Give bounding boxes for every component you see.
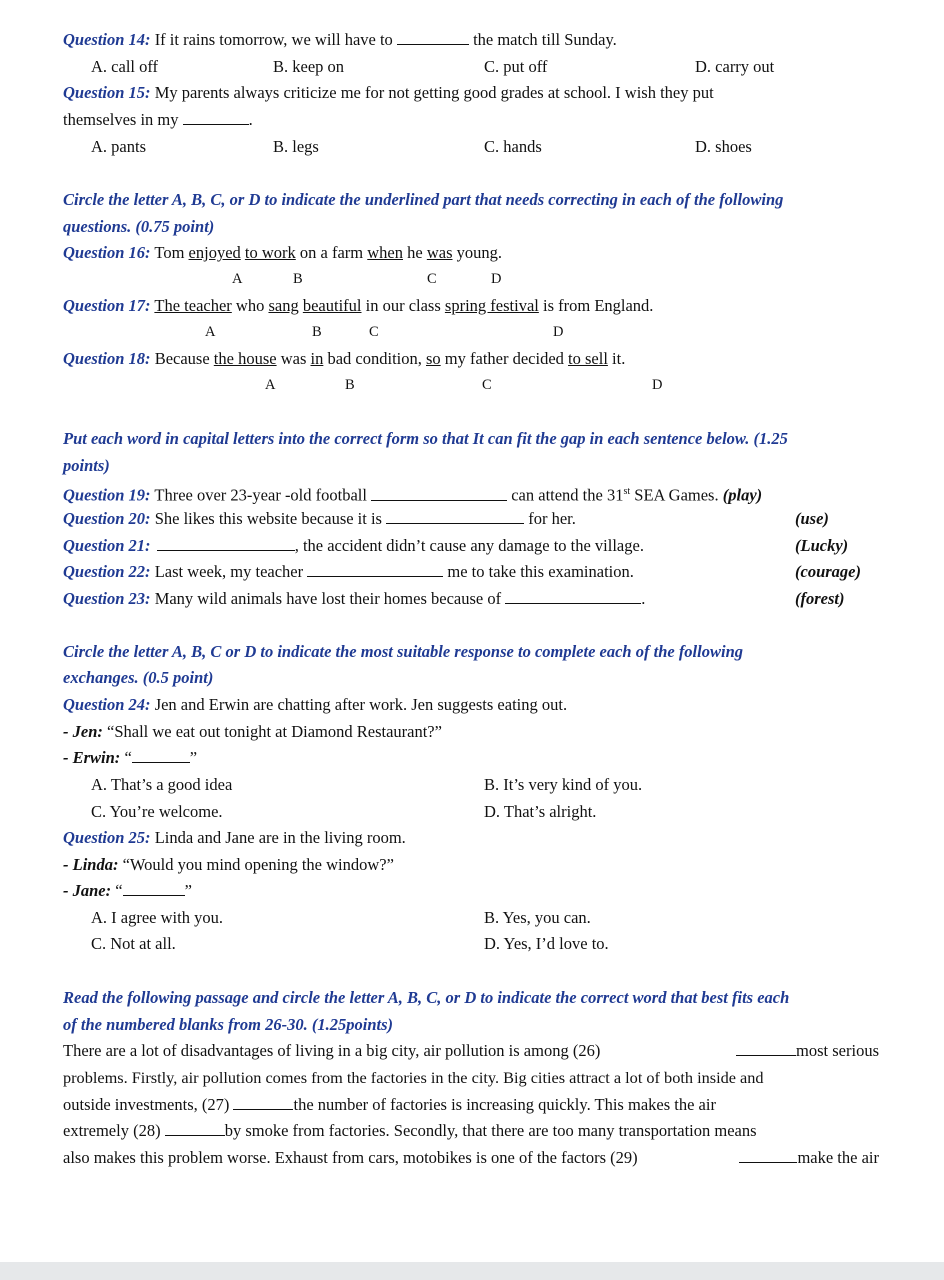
- question-20: [63, 509, 576, 529]
- question-stem: can attend the 31: [511, 485, 624, 505]
- question-label: Question 22:: [63, 562, 151, 581]
- question-stem: for her.: [528, 509, 576, 528]
- option-c[interactable]: C. You’re welcome.: [91, 802, 223, 821]
- question-stem: If it rains tomorrow, we will have to: [154, 30, 393, 49]
- underlined-part-b[interactable]: in: [310, 349, 324, 368]
- passage-line: [63, 1095, 879, 1115]
- dialogue-line: [63, 748, 197, 768]
- question-label: Question 20:: [63, 509, 151, 528]
- sentence-text: my father decided: [444, 349, 564, 368]
- speaker-label: - Erwin:: [63, 748, 121, 767]
- label-a: A: [232, 271, 243, 287]
- question-stem: My parents always criticize me for not getting good grades at school. I wish they put: [154, 83, 714, 102]
- passage-line: [63, 1121, 879, 1141]
- word-hint: (Lucky): [795, 536, 849, 555]
- passage-text: most serious: [796, 1041, 879, 1060]
- dialogue-line: [63, 722, 442, 742]
- option-d[interactable]: D. shoes: [695, 137, 752, 156]
- passage-line: [63, 1041, 879, 1061]
- question-stem: the match till Sunday.: [473, 30, 617, 49]
- answer-blank[interactable]: [123, 881, 185, 896]
- label-b: B: [312, 324, 322, 340]
- underlined-part-d[interactable]: spring festival: [444, 296, 539, 315]
- label-d: D: [553, 324, 564, 340]
- underlined-part-a[interactable]: the house: [213, 349, 277, 368]
- answer-blank-26[interactable]: [736, 1041, 796, 1056]
- question-stem: themselves in my: [63, 110, 179, 129]
- question-label: Question 14:: [63, 30, 151, 49]
- underlined-part-d[interactable]: was: [426, 243, 453, 262]
- word-hint: (play): [722, 485, 763, 505]
- question-24: [63, 695, 567, 715]
- section-instruction: points): [63, 456, 110, 475]
- underlined-part-b[interactable]: to work: [244, 243, 296, 262]
- underlined-part-d[interactable]: to sell: [568, 349, 608, 368]
- sentence-text: Because: [154, 349, 210, 368]
- section-instruction: Circle the letter A, B, C or D to indicate the most suitable response to complete each of the following: [63, 642, 743, 661]
- answer-blank[interactable]: [505, 589, 641, 604]
- label-a: A: [205, 324, 216, 340]
- sentence-text: young.: [456, 243, 502, 262]
- question-19: [63, 482, 762, 506]
- question-stem: Jen and Erwin are chatting after work. Jen suggests eating out.: [154, 695, 568, 714]
- passage-text: extremely (28): [63, 1121, 161, 1140]
- word-hint: (forest): [795, 589, 845, 608]
- answer-blank[interactable]: [371, 486, 507, 501]
- option-d[interactable]: D. carry out: [695, 57, 775, 76]
- answer-blank[interactable]: [183, 110, 249, 125]
- option-b[interactable]: B. Yes, you can.: [484, 908, 591, 927]
- section-instruction: Circle the letter A, B, C, or D to indicate the underlined part that needs correcting in each of the following: [63, 190, 784, 209]
- quote-mark: ”: [189, 748, 198, 767]
- question-label: Question 19:: [63, 485, 151, 505]
- question-14: [63, 30, 617, 50]
- word-hint: (use): [795, 509, 829, 528]
- sentence-text: it.: [612, 349, 626, 368]
- question-stem: She likes this website because it is: [154, 509, 382, 528]
- option-a[interactable]: A. That’s a good idea: [91, 775, 233, 794]
- answer-blank[interactable]: [386, 509, 524, 524]
- question-label: Question 18:: [63, 349, 151, 368]
- option-d[interactable]: D. Yes, I’d love to.: [484, 934, 609, 953]
- passage-line: problems. Firstly, air pollution comes from the factories in the city. Big cities attract a lot of both inside and: [63, 1068, 764, 1087]
- ordinal-suffix: st: [623, 486, 631, 497]
- passage-text: the number of factories is increasing quickly. This makes the air: [293, 1095, 716, 1114]
- underlined-part-b[interactable]: sang: [268, 296, 299, 315]
- question-21: [63, 536, 644, 556]
- option-b[interactable]: B. keep on: [273, 57, 345, 76]
- option-c[interactable]: C. put off: [484, 57, 548, 76]
- underlined-part-c[interactable]: when: [367, 243, 403, 262]
- quote-mark: “: [124, 748, 132, 767]
- question-label: Question 21:: [63, 536, 151, 555]
- section-instruction: of the numbered blanks from 26-30. (1.25points): [63, 1015, 394, 1034]
- question-stem: SEA Games.: [634, 485, 719, 505]
- speaker-label: - Linda:: [63, 855, 119, 874]
- speaker-label: - Jen:: [63, 722, 103, 741]
- answer-blank[interactable]: [132, 748, 190, 763]
- sentence-text: was: [280, 349, 307, 368]
- sentence-text: in our class: [365, 296, 441, 315]
- dialogue-text: “Shall we eat out tonight at Diamond Restaurant?”: [107, 722, 442, 741]
- option-c[interactable]: C. Not at all.: [91, 934, 176, 953]
- question-15: [63, 83, 714, 103]
- label-c: C: [427, 271, 437, 287]
- question-22: [63, 562, 634, 582]
- option-a[interactable]: A. pants: [91, 137, 146, 156]
- label-d: D: [652, 377, 663, 393]
- question-stem: Three over 23-year -old football: [154, 485, 367, 505]
- passage-line: [63, 1148, 879, 1168]
- label-a: A: [265, 377, 276, 393]
- passage-text: make the air: [797, 1148, 879, 1167]
- question-label: Question 24:: [63, 695, 151, 714]
- question-17: [63, 296, 653, 316]
- label-c: C: [482, 377, 492, 393]
- option-a[interactable]: A. I agree with you.: [91, 908, 223, 927]
- speaker-label: - Jane:: [63, 881, 112, 900]
- passage-text: outside investments, (27): [63, 1095, 230, 1114]
- answer-blank-28[interactable]: [165, 1121, 225, 1136]
- question-18: [63, 349, 625, 369]
- answer-blank-27[interactable]: [233, 1095, 293, 1110]
- question-stem: .: [641, 589, 646, 608]
- dialogue-text: “Would you mind opening the window?”: [122, 855, 394, 874]
- option-c[interactable]: C. hands: [484, 137, 542, 156]
- answer-blank-29[interactable]: [739, 1148, 797, 1163]
- question-stem: Last week, my teacher: [154, 562, 304, 581]
- sentence-text: he: [407, 243, 423, 262]
- question-stem: me to take this examination.: [447, 562, 634, 581]
- question-label: Question 16:: [63, 243, 151, 262]
- quote-mark: “: [115, 881, 123, 900]
- section-instruction: Put each word in capital letters into the correct form so that It can fit the gap in each sentence below. (1.25: [63, 429, 788, 448]
- label-c: C: [369, 324, 379, 340]
- passage-text: by smoke from factories. Secondly, that there are too many transportation means: [224, 1121, 757, 1140]
- question-label: Question 15:: [63, 83, 151, 102]
- answer-blank[interactable]: [157, 536, 295, 551]
- question-stem: , the accident didn’t cause any damage to the village.: [294, 536, 644, 555]
- page-bottom-edge: [0, 1262, 944, 1280]
- label-d: D: [491, 271, 502, 287]
- question-stem: Many wild animals have lost their homes because of: [154, 589, 502, 608]
- question-label: Question 25:: [63, 828, 151, 847]
- question-25: [63, 828, 406, 848]
- answer-blank[interactable]: [307, 562, 443, 577]
- section-instruction: questions. (0.75 point): [63, 217, 215, 236]
- sentence-text: bad condition,: [327, 349, 422, 368]
- question-16: [63, 243, 502, 263]
- sentence-text: is from England.: [542, 296, 654, 315]
- passage-text: also makes this problem worse. Exhaust from cars, motobikes is one of the factors (29): [63, 1148, 638, 1167]
- option-b[interactable]: B. It’s very kind of you.: [484, 775, 643, 794]
- underlined-part-c[interactable]: beautiful: [302, 296, 362, 315]
- quote-mark: ”: [184, 881, 192, 900]
- dialogue-line: [63, 881, 192, 901]
- passage-text: There are a lot of disadvantages of living in a big city, air pollution is among (26): [63, 1041, 601, 1060]
- question-15-continued: themselves in my .: [63, 110, 253, 129]
- option-d[interactable]: D. That’s alright.: [484, 802, 597, 821]
- dialogue-line: [63, 855, 394, 875]
- sentence-text: on a farm: [299, 243, 364, 262]
- question-label: Question 23:: [63, 589, 151, 608]
- underlined-part-c[interactable]: so: [426, 349, 441, 368]
- answer-blank[interactable]: [397, 30, 469, 45]
- question-label: Question 17:: [63, 296, 151, 315]
- label-b: B: [345, 377, 355, 393]
- section-instruction: exchanges. (0.5 point): [63, 668, 214, 687]
- underlined-part-a[interactable]: enjoyed: [188, 243, 241, 262]
- question-stem: Linda and Jane are in the living room.: [154, 828, 406, 847]
- section-instruction: Read the following passage and circle the letter A, B, C, or D to indicate the correct word that best fits each: [63, 988, 790, 1007]
- label-b: B: [293, 271, 303, 287]
- option-a[interactable]: A. call off: [91, 57, 159, 76]
- sentence-text: Tom: [154, 243, 185, 262]
- word-hint: (courage): [795, 562, 861, 581]
- underlined-part-a[interactable]: The teacher: [154, 296, 232, 315]
- option-b[interactable]: B. legs: [273, 137, 319, 156]
- sentence-text: who: [235, 296, 265, 315]
- question-23: [63, 589, 645, 609]
